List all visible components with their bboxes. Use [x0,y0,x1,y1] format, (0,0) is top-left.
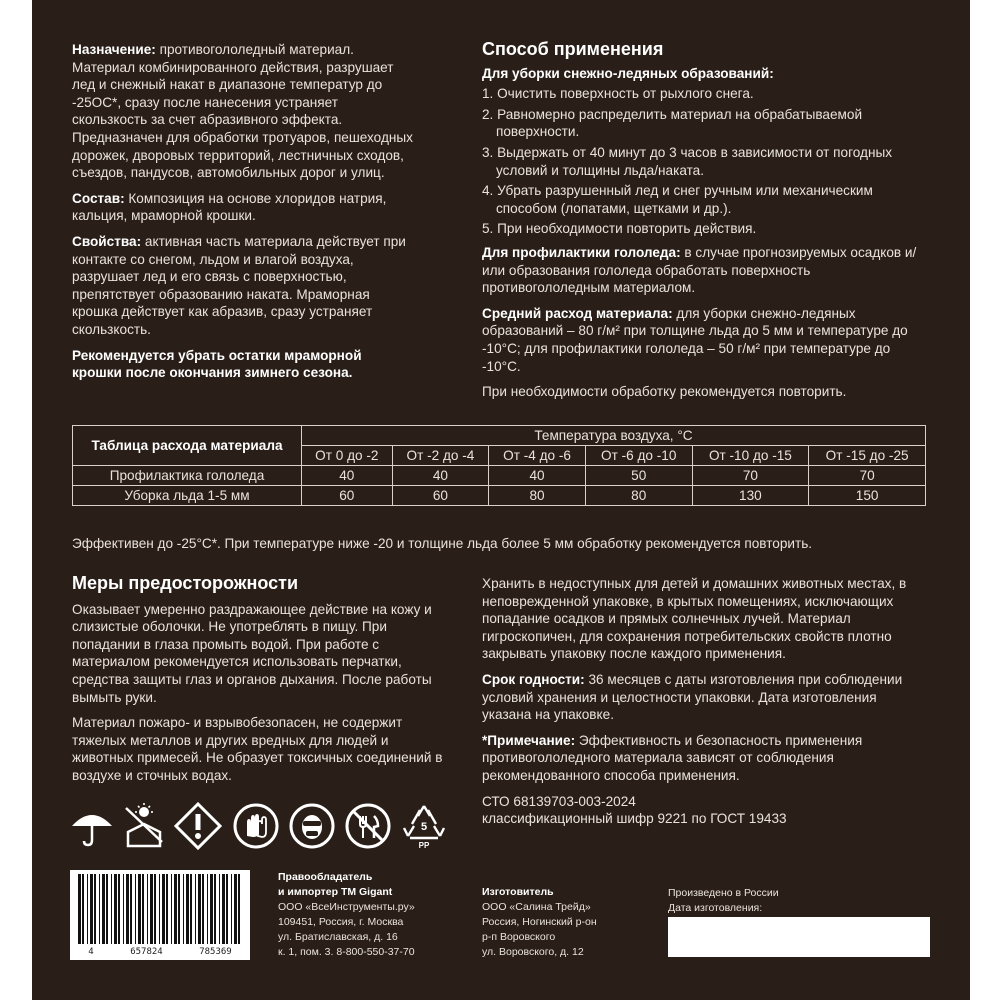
composition-label: Состав: [72,190,125,206]
table-cell: 40 [489,466,586,486]
barcode-digits: 785369 [199,947,232,957]
owner-line: ул. Братиславская, д. 16 [278,931,398,943]
row-label: Уборка льда 1-5 мм [73,486,302,506]
row-label: Профилактика гололеда [73,466,302,486]
purpose-text: противогололедный материал. Материал комбинированного действия, разрушает лед и снежный накат в диапазоне температур до -25ОС*, сразу после нанесения устраняет скользкость за счет абразивного эффекта. Предназначен для обработки тротуаров, пешеходных дорожек, дворовых территорий, лестничных сходов, съездов, пандусов, автомобильных дорог и улиц. [72,42,413,181]
owner-line: и импортер ТМ Gigant [278,886,393,898]
storage-column [482,575,922,828]
barcode-digits: 4 [88,947,94,957]
recommend-text: Рекомендуется убрать остатки мраморной крошки после окончания зимнего сезона. [72,347,362,381]
precautions-column [72,575,444,793]
barcode-bar [159,874,160,944]
barcode-bar [231,874,232,944]
barcode-bar [207,874,208,944]
barcode-bar [123,874,124,944]
table-title: Таблица расхода материала [73,426,302,466]
table-cell: 70 [692,466,809,486]
table-header-row [73,426,926,446]
barcode-bar [210,874,213,944]
column-header: От -4 до -6 [489,446,586,466]
barcode-bar [94,874,96,944]
column-header: От -15 до -25 [809,446,926,466]
barcode-bar [78,874,81,944]
table-cell: 80 [489,486,586,506]
column-header: От 0 до -2 [302,446,393,466]
barcode-bar [186,874,189,944]
barcode-bar [226,874,228,944]
barcode-bar [114,874,117,944]
barcode-bars [70,874,250,948]
maker-line: р-п Воровского [482,931,556,943]
origin-line: Дата изготовления: [668,902,763,914]
table-cell: 60 [392,486,489,506]
ice-label: Для уборки снежно-ледяных образований: [482,65,774,81]
barcode-bar [126,874,129,944]
shelf-label: Срок годности: [482,671,585,687]
precautions-paragraph-2: Материал пожаро- и взрывобезопасен, не содержит тяжелых металлов и других вредных для людей и животных примесей. Не образует токсичных соединений в воздухе и сточных водах. [72,715,443,783]
origin-info [668,886,930,916]
barcode-bar [138,874,141,944]
table-row [73,466,926,486]
barcode-digits: 657824 [130,947,163,957]
table-cell: 60 [302,486,393,506]
barcode-bar [150,874,153,944]
manufacture-date-box [668,917,930,957]
shelf-text: 36 месяцев с даты изготовления при соблюдении условий хранения и целостности упаковки. Дата изготовления указана на упаковке. [482,671,903,723]
purpose-label: Назначение: [72,42,156,57]
barcode-bar [195,874,196,944]
shelf-paragraph [482,671,922,724]
left-column [72,41,414,390]
barcode-bar [118,874,120,944]
properties-label: Свойства: [72,233,142,249]
owner-info [278,870,478,960]
application-title: Способ применения [482,39,664,59]
storage-text: Хранить в недоступных для детей и домашних животных местах, в неповрежденной упаковке, в крытых помещениях, исключающих попадание осадков и прямых солнечных лучей. Материал гигроскопичен, для сохранения потребительских свойств плотно закрывать упаковку после каждого применения. [482,576,907,662]
barcode-number [70,947,250,957]
gloves-icon [232,802,280,850]
owner-line: 109451, Россия, г. Москва [278,916,404,928]
maker-line: ул. Воровского, д. 12 [482,946,584,958]
barcode-bar [174,874,177,944]
barcode-bar [166,874,168,944]
barcode-bar [190,874,192,944]
table-cell: 40 [392,466,489,486]
barcode-bar [135,874,136,944]
table-row [73,486,926,506]
barcode-bar [234,874,237,944]
sto-line-1: СТО 68139703-003-2024 [482,793,636,809]
note-text: Эффективность и безопасность применения противогололедного материала зависят от соблюдения рекомендованного способа применения. [482,732,863,783]
barcode-bar [198,874,201,944]
table-cell: 50 [585,466,692,486]
no-eating-icon [344,802,392,850]
effective-note: Эффективен до -25°С*. При температуре ниже -20 и толщине льда более 5 мм обработку рекомендуется повторить. [72,536,813,551]
sto-line-2: классификационный шифр 9221 по ГОСТ 19433 [482,811,787,827]
table-cell: 130 [692,486,809,506]
properties-paragraph [72,233,414,339]
prevent-label: Для профилактики гололеда: [482,244,681,260]
owner-line: Правообладатель [278,871,373,883]
label-panel [32,0,970,1000]
barcode-bar [90,874,93,944]
step-item: 3. Выдержать от 40 минут до 3 часов в зависимости от погодных условий и толщины льда/наката. [482,144,893,178]
barcode-bar [183,874,184,944]
step-item: 4. Убрать разрушенный лед и снег ручным или механическим способом (лопатами, щетками и др.). [482,183,873,216]
maker-line: ООО «Салина Трейд» [482,901,591,913]
composition-paragraph [72,190,414,225]
barcode-bar [154,874,156,944]
composition-text: Композиция на основе хлоридов натрия, кальция, мраморной крошки. [72,190,387,224]
maker-line: Россия, Ногинский р-он [482,916,597,928]
note-label: *Примечание: [482,732,576,748]
consumption-label: Средний расход материала: [482,305,673,321]
right-column [482,41,922,409]
maker-info [482,885,662,960]
barcode-bar [219,874,220,944]
barcode-bar [82,874,84,944]
hazard-diamond-icon [174,802,222,850]
column-header: От -2 до -4 [392,446,489,466]
barcode-bar [130,874,132,944]
barcode-bar [162,874,165,944]
purpose-paragraph [72,41,414,182]
note-paragraph [482,732,922,785]
table-cell: 80 [585,486,692,506]
barcode-bar [222,874,225,944]
barcode-bar [238,874,240,944]
table-cell: 70 [809,466,926,486]
prevent-text: в случае прогнозируемых осадков и/или образования гололеда обработать поверхность противогололедным материалом. [482,244,917,296]
face-mask-icon [288,802,336,850]
column-header: От -6 до -10 [585,446,692,466]
step-item: 2. Равномерно распределить материал на обрабатываемой поверхности. [482,106,863,140]
barcode-bar [106,874,108,944]
barcode-bar [171,874,172,944]
steps-list [482,85,922,238]
repeat-text: При необходимости обработку рекомендуется повторить. [482,384,847,400]
barcode-bar [202,874,204,944]
owner-line: ООО «ВсеИнструменты.ру» [278,901,415,913]
table-cell: 40 [302,466,393,486]
barcode-bar [87,874,88,944]
umbrella-icon [68,802,116,850]
prevent-paragraph [482,244,922,297]
temperature-header: Температура воздуха, °С [302,426,926,446]
column-header: От -10 до -15 [692,446,809,466]
consumption-paragraph [482,305,922,375]
barcode-bar [178,874,180,944]
sun-box-icon [120,802,168,850]
barcode-bar [214,874,216,944]
consumption-table [72,425,926,506]
barcode-bar [99,874,100,944]
consumption-text: для уборки снежно-ледяных образований – 80 г/м² при толщине льда до 5 мм и температуре до -10°С; для профилактики гололеда – 50 г/м² при температуре до -10°С. [482,305,908,374]
barcode [70,870,250,960]
owner-line: к. 1, пом. 3. 8-800-550-37-70 [278,946,415,958]
properties-text: активная часть материала действует при контакте со снегом, льдом и влагой воздуха, разрушает лед и его связь с поверхностью, препятствует образованию наката. Мраморная крошка действует как абразив, сразу устраняет скользкость. [72,233,406,337]
barcode-bar [111,874,112,944]
maker-line: Изготовитель [482,886,554,898]
recycle-material: PP [418,841,430,850]
recycle-pp-icon [400,802,448,850]
step-item: 5. При необходимости повторить действия. [482,221,757,237]
precautions-title: Меры предосторожности [72,573,299,593]
precautions-paragraph-1: Оказывает умеренно раздражающее действие на кожу и слизистые оболочки. Не употреблять в пищу. При попадании в глаза промыть водой. При работе с материалом рекомендуется использовать перчатки, средства защиты глаз и органов дыхания. После работы вымыть руки. [72,601,432,705]
recycle-code: 5 [420,821,428,833]
step-item: 1. Очистить поверхность от рыхлого снега. [482,86,754,102]
barcode-bar [147,874,148,944]
barcode-bar [102,874,105,944]
origin-line: Произведено в России [668,887,779,899]
table-cell: 150 [809,486,926,506]
barcode-bar [142,874,144,944]
